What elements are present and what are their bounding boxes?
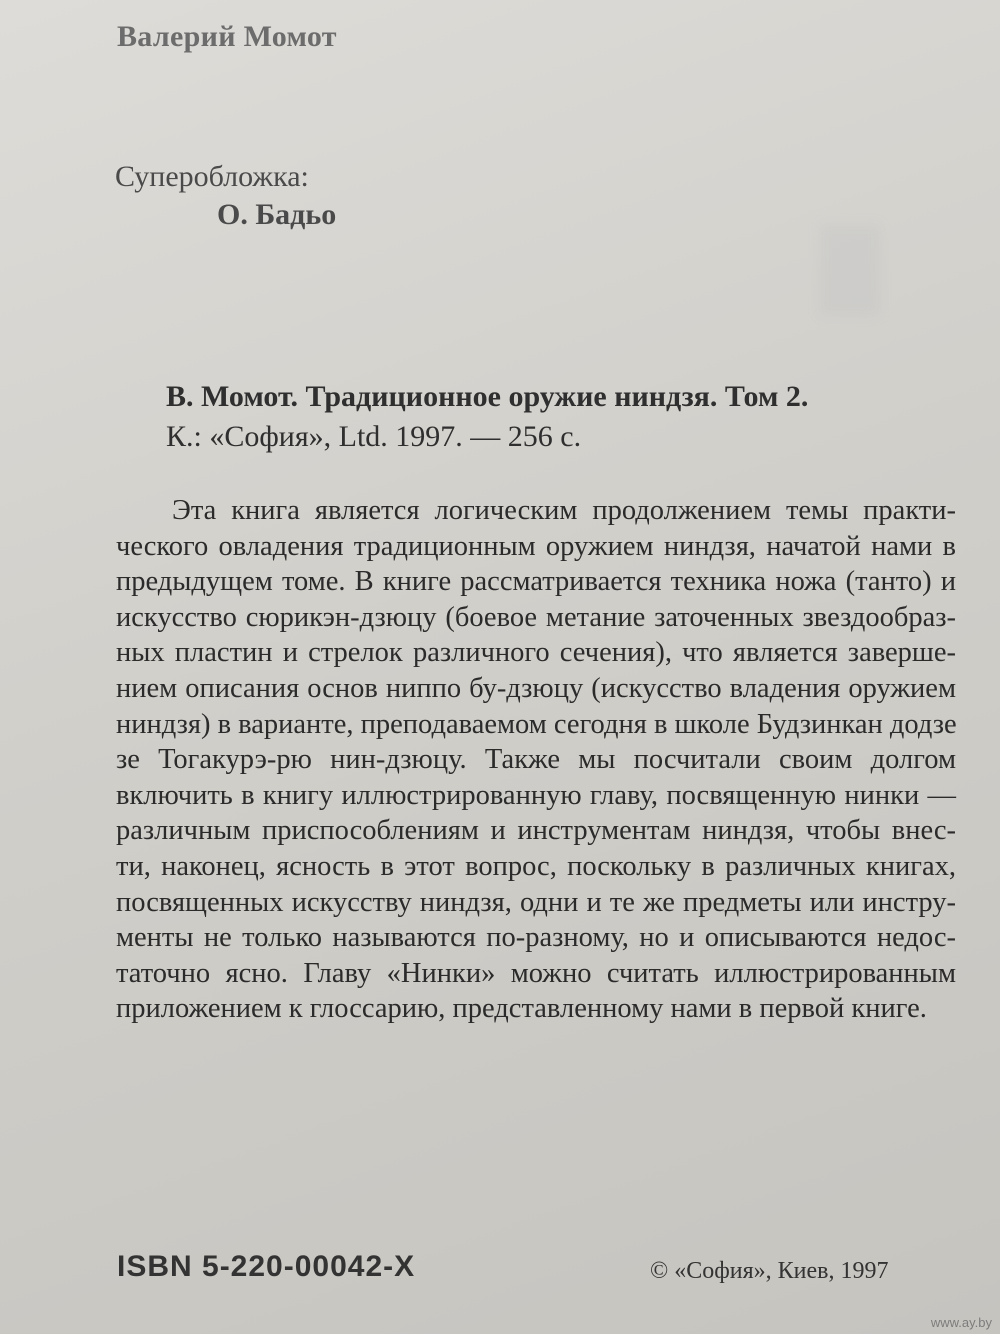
cover-credit-label: Суперобложка:: [115, 160, 309, 193]
author-name: Валерий Момот: [117, 20, 337, 53]
cover-credit-name: О. Бадьо: [217, 198, 337, 231]
abstract-line: ти, наконец, ясность в этот вопрос, поскольку в различных книгах,: [116, 850, 956, 882]
citation-publication: К.: «София», Ltd. 1997. — 256 с.: [166, 420, 582, 453]
abstract-line: нием описания основ ниппо бу-дзюцу (искусство владения оружием: [116, 672, 956, 704]
abstract-line: различным приспособлениям и инструментам ниндзя, чтобы внес-: [116, 815, 956, 847]
site-watermark: www.ay.by: [930, 1315, 992, 1330]
abstract-line: предыдущем томе. В книге рассматривается техника ножа (танто) и: [116, 566, 956, 598]
abstract-line: Эта книга является логическим продолжением темы практи-: [172, 495, 956, 526]
abstract-line: таточно ясно. Главу «Нинки» можно считать иллюстрированным: [116, 957, 956, 989]
abstract-paragraph: [116, 493, 956, 1027]
abstract-line: включить в книгу иллюстрированную главу, посвященную нинки —: [116, 779, 956, 811]
abstract-line: приложением к глоссарию, представленному нами в первой книге.: [116, 993, 927, 1025]
isbn-number: ISBN 5-220-00042-X: [117, 1250, 416, 1283]
abstract-line: искусство сюрикэн-дзюцу (боевое метание заточенных звездообраз-: [116, 601, 956, 633]
abstract-line: ниндзя) в варианте, преподаваемом сегодня в школе Будзинкан додзе: [116, 708, 957, 740]
abstract-line: менты не только называются по-разному, но и описываются недос-: [116, 922, 956, 954]
show-through-shadow: [820, 225, 880, 315]
copyright-notice: © «София», Киев, 1997: [650, 1258, 889, 1284]
abstract-line: зе Тогакурэ-рю нин-дзюцу. Также мы посчитали своим долгом: [116, 744, 956, 776]
abstract-line: посвященных искусству ниндзя, одни и те же предметы или инстру-: [116, 886, 956, 918]
abstract-line: ческого овладения традиционным оружием ниндзя, начатой нами в: [116, 530, 956, 562]
abstract-line: ных пластин и стрелок различного сечения), что является заверше-: [116, 637, 956, 669]
citation-title: В. Момот. Традиционное оружие ниндзя. Том 2.: [166, 380, 809, 413]
